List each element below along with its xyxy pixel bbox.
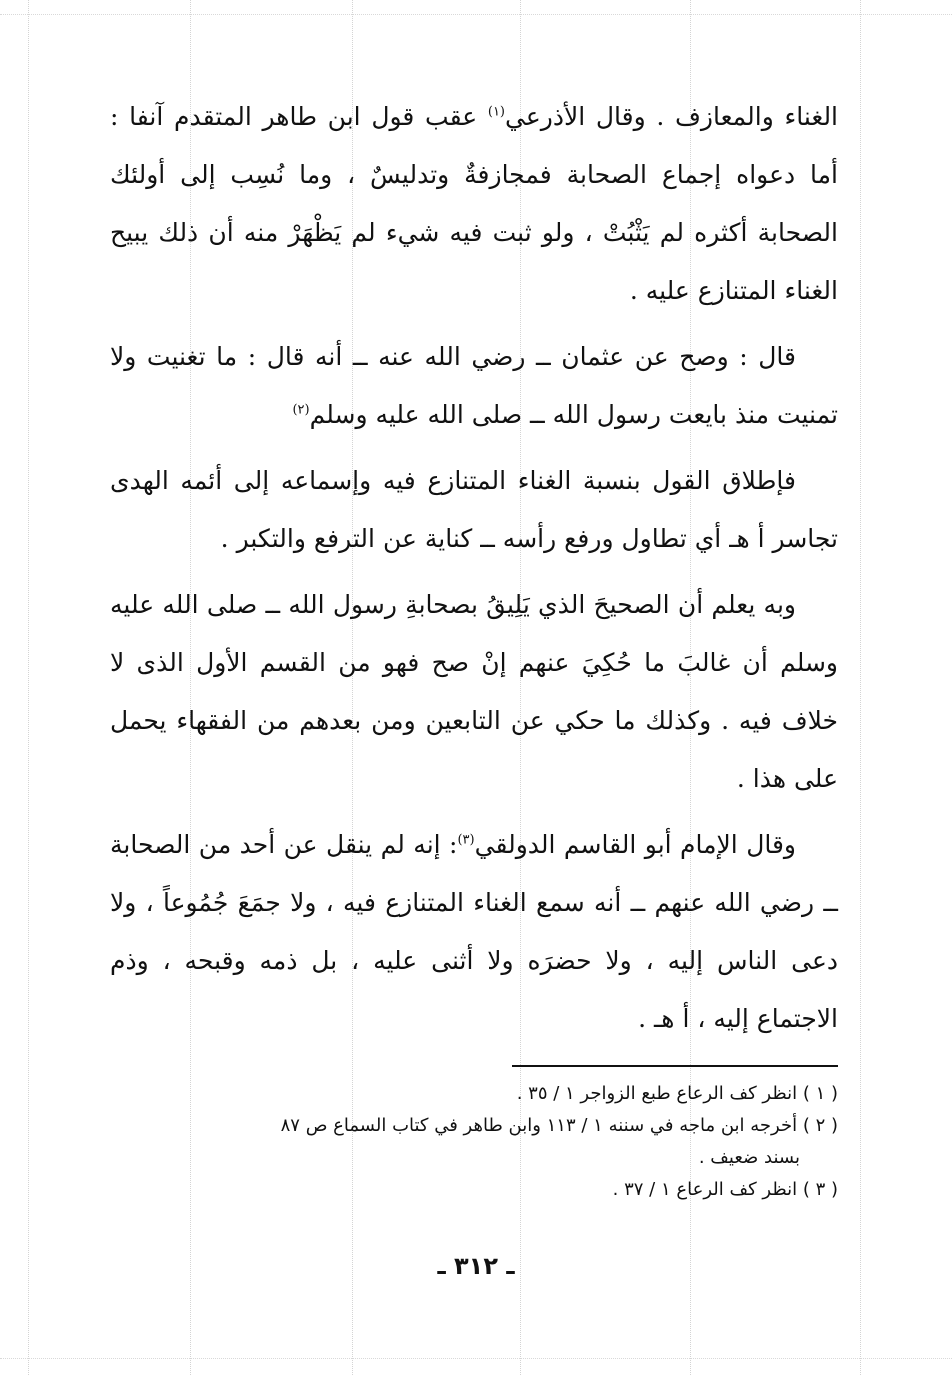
footnote-3: ( ٣ ) انظر كف الرعاع ١ / ٣٧ . [612, 1179, 838, 1200]
footnote-ref-1: (١) [487, 104, 505, 120]
footnotes [106, 1078, 838, 1206]
paragraph-1 [110, 88, 838, 320]
paragraph-3-text: فإطلاق القول بنسبة الغناء المتنازع فيه وإسماعه إلى أئمه الهدى تجاسر أ هـ أي تطاول ورفع رأسه ــ كناية عن الترفع والتكبر . [110, 466, 838, 553]
paragraph-5-text: وقال الإمام أبو القاسم الدولقي [474, 830, 796, 859]
grid-line [0, 1358, 952, 1359]
paragraph-3 [110, 452, 838, 568]
paragraph-2 [110, 328, 838, 444]
grid-line [28, 0, 29, 1375]
paragraph-1-text: الغناء والمعازف . وقال الأذرعي [505, 102, 839, 131]
grid-line [0, 14, 952, 15]
main-text [110, 88, 838, 1056]
paragraph-5-rest: : إنه لم ينقل عن أحد من الصحابة ــ رضي الله عنهم ــ أنه سمع الغناء المتنازع فيه ، ولا جمَعَ جُمُوعاً ، ولا دعى الناس إليه ، ولا حضرَه ولا أثنى عليه ، بل ذمه وقبحه ، وذم الاجتماع إليه ، أ هـ . [110, 830, 838, 1033]
paragraph-4-text: وبه يعلم أن الصحيحَ الذي يَلِيقُ بصحابةِ رسول الله ــ صلى الله عليه وسلم أن غالبَ ما حُكِيَ عنهم إنْ صح فهو من القسم الأول الذى لا خلاف فيه . وكذلك ما حكي عن التابعين ومن بعدهم من الفقهاء يحمل على هذا . [110, 590, 838, 793]
grid-line [860, 0, 861, 1375]
footnote-2 [106, 1110, 838, 1174]
paragraph-2-text: قال : وصح عن عثمان ــ رضي الله عنه ــ أنه قال : ما تغنيت ولا تمنيت منذ بايعت رسول الله ــ صلى الله عليه وسلم [110, 342, 838, 429]
footnote-ref-3: (٣) [457, 832, 475, 848]
paragraph-4 [110, 576, 838, 808]
footnote-2-text: ( ٢ ) أخرجه ابن ماجه في سننه ١ / ١١٣ وابن طاهر في كتاب السماع ص ٨٧ [280, 1115, 838, 1136]
paragraph-1-rest: عقب قول ابن طاهر المتقدم آنفا : أما دعواه إجماع الصحابة فمجازفةٌ وتدليسٌ ، وما نُسِب إلى أولئك الصحابة أكثره لم يَثْبُتْ ، ولو ثبت فيه شيء لم يَظْهَرْ منه أن ذلك يبيح الغناء المتنازع عليه . [110, 102, 838, 305]
page-number: ـ ٣١٢ ـ [437, 1252, 515, 1280]
footnote-1: ( ١ ) انظر كف الرعاع طبع الزواجر ١ / ٣٥ . [516, 1083, 838, 1104]
footnote-divider [512, 1065, 838, 1067]
footnote-2-continuation: بسند ضعيف . [698, 1147, 800, 1168]
footnote-ref-2: (٢) [292, 402, 310, 418]
paragraph-5 [110, 816, 838, 1048]
